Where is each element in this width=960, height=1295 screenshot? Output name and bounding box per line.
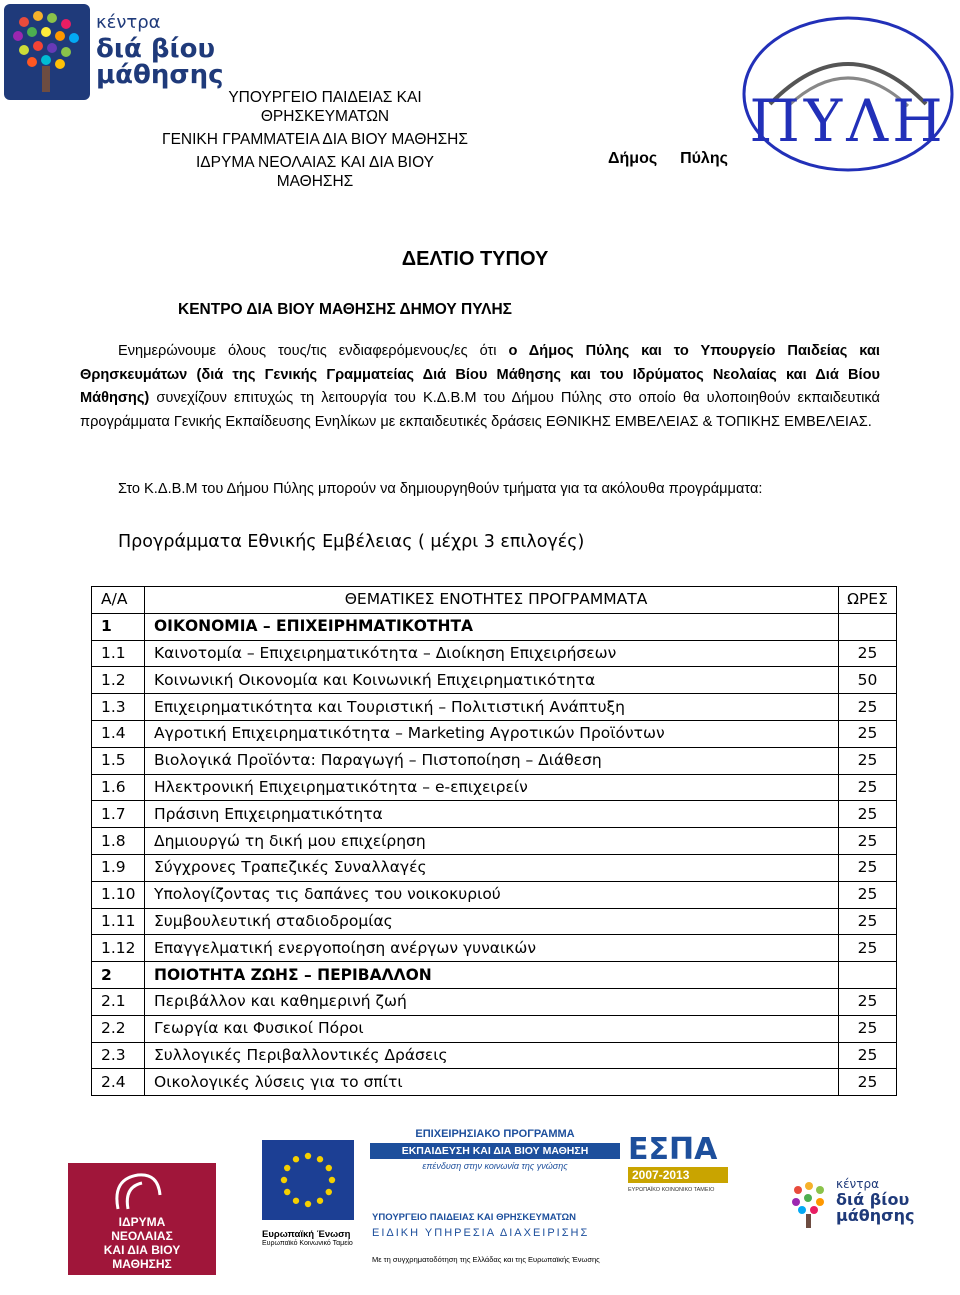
row-hours: 25 [839,747,897,774]
programs-table [91,586,897,1096]
row-num: 1.8 [92,828,145,855]
table-row [92,667,897,694]
row-hours: 25 [839,720,897,747]
kdvm-bottom-line-1: κέντρα [836,1177,880,1191]
row-num: 1.3 [92,694,145,721]
eu-star-icon [326,1165,332,1171]
eu-star-icon [293,1156,299,1162]
row-hours: 50 [839,667,897,694]
eu-label: Ευρωπαϊκή Ένωση [262,1229,351,1240]
table-row [92,747,897,774]
table-row [92,988,897,1015]
row-title: Πράσινη Επιχειρηματικότητα [145,801,839,828]
row-hours: 25 [839,640,897,667]
inedivim-logo [68,1163,216,1275]
municipality-word: Δήμος [608,150,658,167]
row-title: Κοινωνική Οικονομία και Κοινωνική Επιχειρηματικότητα [145,667,839,694]
secretariat-line: ΓΕΝΙΚΗ ΓΡΑΜΜΑΤΕΙΑ ΔΙΑ ΒΙΟΥ ΜΑΘΗΣΗΣ [162,131,468,148]
eu-flag-icon [262,1140,354,1220]
table-body [92,613,897,1095]
row-num: 2.1 [92,988,145,1015]
row-hours: 25 [839,828,897,855]
pyli-logo-text: ΠΥΛΗ [749,87,947,155]
row-num: 1.4 [92,720,145,747]
row-hours: 25 [839,1015,897,1042]
row-hours: 25 [839,854,897,881]
eu-star-icon [329,1177,335,1183]
row-hours: 25 [839,935,897,962]
eu-star-icon [293,1198,299,1204]
intro-paragraph-2: Στο Κ.Δ.Β.Μ του Δήμου Πύλης μπορούν να δημιουργηθούν τμήματα για τα ακόλουθα προγράμματα: [118,481,763,497]
row-title: Περιβάλλον και καθημερινή ζωή [145,988,839,1015]
institute-line-1: ΙΔΡΥΜΑ ΝΕΟΛΑΙΑΣ ΚΑΙ ΔΙΑ ΒΙΟΥ [196,154,434,171]
logo-line-2: διά βίου [96,34,216,64]
row-title: ΟΙΚΟΝΟΜΙΑ – ΕΠΙΧΕΙΡΗΜΑΤΙΚΟΤΗΤΑ [145,613,839,640]
ministry-line-2: ΘΡΗΣΚΕΥΜΑΤΩΝ [260,108,390,125]
row-hours [839,962,897,989]
espa-subtitle: ΕΥΡΩΠΑΪΚΟ ΚΟΙΝΩΝΙΚΟ ΤΑΜΕΙΟ [628,1187,715,1193]
row-num: 1.12 [92,935,145,962]
kdvm-logo-top [4,4,224,100]
row-title: Επιχειρηματικότητα και Τουριστική – Πολιτιστική Ανάπτυξη [145,694,839,721]
eu-star-icon [281,1177,287,1183]
eu-logo [262,1140,354,1247]
row-num: 2.3 [92,1042,145,1069]
col-header-title: ΘΕΜΑΤΙΚΕΣ ΕΝΟΤΗΤΕΣ ΠΡΟΓΡΑΜΜΑΤΑ [145,587,839,614]
press-release-title: ΔΕΛΤΙΟ ΤΥΠΟΥ [401,248,549,270]
row-num: 1.6 [92,774,145,801]
kdvm-logo-bottom-text [836,1176,914,1224]
kdvm-bottom-line-2: διά βίου [836,1190,910,1209]
table-row [92,613,897,640]
row-title: ΠΟΙΟΤΗΤΑ ΖΩΗΣ – ΠΕΡΙΒΑΛΛΟΝ [145,962,839,989]
row-num: 2.2 [92,1015,145,1042]
table-row [92,881,897,908]
table-header-row [92,587,897,614]
center-subtitle: ΚΕΝΤΡΟ ΔΙΑ ΒΙΟΥ ΜΑΘΗΣΗΣ ΔΗΜΟΥ ΠΥΛΗΣ [178,301,512,318]
row-hours: 25 [839,1042,897,1069]
op-banner [370,1128,620,1188]
table-row [92,801,897,828]
row-num: 1.5 [92,747,145,774]
row-num: 1.7 [92,801,145,828]
col-header-hours: ΩΡΕΣ [839,587,897,614]
row-title: Οικολογικές λύσεις για το σπίτι [145,1069,839,1096]
op-line-1: ΕΠΙΧΕΙΡΗΣΙΑΚΟ ΠΡΟΓΡΑΜΜΑ [415,1128,575,1140]
row-title: Γεωργία και Φυσικοί Πόροι [145,1015,839,1042]
ministry-footer [372,1212,622,1264]
institute-line-2: ΜΑΘΗΣΗΣ [276,173,354,190]
row-hours: 25 [839,908,897,935]
tree-logo-icon [4,4,90,100]
eu-star-icon [305,1153,311,1159]
inedivim-line-1: ΙΔΡΥΜΑ [118,1215,166,1229]
row-num: 1.2 [92,667,145,694]
inedivim-line-3: ΚΑΙ ΔΙΑ ΒΙΟΥ [103,1243,181,1257]
eu-star-icon [317,1198,323,1204]
row-title: Συμβουλευτική σταδιοδρομίας [145,908,839,935]
op-line-3: επένδυση στην κοινωνία της γνώσης [422,1161,568,1171]
section-heading: Προγράμματα Εθνικής Εμβέλειας ( μέχρι 3 επιλογές) [118,532,585,552]
op-line-2: ΕΚΠΑΙΔΕΥΣΗ ΚΑΙ ΔΙΑ ΒΙΟΥ ΜΑΘΗΣΗ [370,1143,620,1159]
row-title: Καινοτομία – Επιχειρηματικότητα – Διοίκηση Επιχειρήσεων [145,640,839,667]
table-row [92,828,897,855]
eu-star-icon [317,1156,323,1162]
esf-label: Ευρωπαϊκό Κοινωνικό Ταμείο [262,1240,353,1247]
table-row [92,935,897,962]
row-num: 1.1 [92,640,145,667]
eu-star-icon [305,1201,311,1207]
logo-line-3: μάθησης [96,60,224,90]
table-row [92,962,897,989]
row-title: Ηλεκτρονική Επιχειρηματικότητα – e-επιχειρείν [145,774,839,801]
ministry-line-1: ΥΠΟΥΡΓΕΙΟ ΠΑΙΔΕΙΑΣ ΚΑΙ [228,89,422,106]
table-row [92,694,897,721]
table-row [92,908,897,935]
intro-paragraph [80,340,880,434]
cofund-text: Με τη συγχρηματοδότηση της Ελλάδας και της Ευρωπαϊκής Ένωσης [372,1255,600,1264]
ministry-block [130,88,500,191]
espa-logo [628,1132,728,1193]
espa-title: ΕΣΠΑ [628,1132,718,1167]
row-hours: 25 [839,1069,897,1096]
tree-logo-small-icon [786,1178,832,1230]
row-title: Δημιουργώ τη δική μου επιχείρηση [145,828,839,855]
row-num: 1.9 [92,854,145,881]
row-hours: 25 [839,801,897,828]
municipality-name: Πύλης [680,150,728,167]
table-row [92,1015,897,1042]
pyli-logo [740,14,956,176]
faces-icon [108,1169,168,1213]
table-row [92,774,897,801]
row-title: Σύγχρονες Τραπεζικές Συναλλαγές [145,854,839,881]
row-num: 2 [92,962,145,989]
row-hours [839,613,897,640]
inedivim-line-2: ΝΕΟΛΑΙΑΣ [111,1229,173,1243]
eu-star-icon [284,1189,290,1195]
row-hours: 25 [839,774,897,801]
logo-line-1: κέντρα [96,12,161,33]
table-row [92,1042,897,1069]
table-row [92,720,897,747]
table-row [92,640,897,667]
table-row [92,854,897,881]
ministry-footer-line-1: ΥΠΟΥΡΓΕΙΟ ΠΑΙΔΕΙΑΣ ΚΑΙ ΘΡΗΣΚΕΥΜΑΤΩΝ [372,1212,576,1223]
table-row [92,1069,897,1096]
row-title: Επαγγελματική ενεργοποίηση ανέργων γυναικών [145,935,839,962]
intro-text-a: Ενημερώνουμε όλους τους/τις ενδιαφερόμενους/ες ότι [118,343,497,359]
row-hours: 25 [839,881,897,908]
ministry-footer-line-2: ΕΙΔΙΚΗ ΥΠΗΡΕΣΙΑ ΔΙΑΧΕΙΡΙΣΗΣ [372,1227,590,1239]
row-title: Συλλογικές Περιβαλλοντικές Δράσεις [145,1042,839,1069]
col-header-num: Α/Α [92,587,145,614]
eu-star-icon [284,1165,290,1171]
kdvm-bottom-line-3: μάθησης [836,1206,915,1225]
row-hours: 25 [839,694,897,721]
espa-years: 2007-2013 [628,1167,728,1183]
row-hours: 25 [839,988,897,1015]
kdvm-logo-bottom [786,1176,936,1236]
row-title: Βιολογικά Προϊόντα: Παραγωγή – Πιστοποίηση – Διάθεση [145,747,839,774]
municipality-label [608,150,728,168]
row-num: 1 [92,613,145,640]
row-num: 2.4 [92,1069,145,1096]
row-num: 1.10 [92,881,145,908]
intro-text-c: συνεχίζουν επιτυχώς τη λειτουργία του Κ.Δ.Β.Μ του Δήμου Πύλης στο οποίο θα υλοποιηθούν εκπαιδευτικά προγράμματα Γενικής Εκπαίδευσης Ενηλίκων με εκπαιδευτικές δράσεις ΕΘΝΙΚΗΣ ΕΜΒΕΛΕΙΑΣ & ΤΟΠΙΚΗΣ ΕΜΒΕΛΕΙΑΣ. [80,390,880,430]
row-title: Αγροτική Επιχειρηματικότητα – Marketing Αγροτικών Προϊόντων [145,720,839,747]
inedivim-line-4: ΜΑΘΗΣΗΣ [112,1257,172,1271]
eu-star-icon [326,1189,332,1195]
inedivim-text [68,1215,216,1271]
intro-text-bold: ο Δήμος Πύλης και το Υπουργείο Παιδείας και Θρησκευμάτων (διά της Γενικής Γραμματείας Διά Βίου Μάθησης και του Ιδρύματος Νεολαίας και Διά Βίου Μάθησης) [80,343,880,406]
row-num: 1.11 [92,908,145,935]
kdvm-logo-text [96,10,224,88]
row-title: Υπολογίζοντας τις δαπάνες του νοικοκυριού [145,881,839,908]
